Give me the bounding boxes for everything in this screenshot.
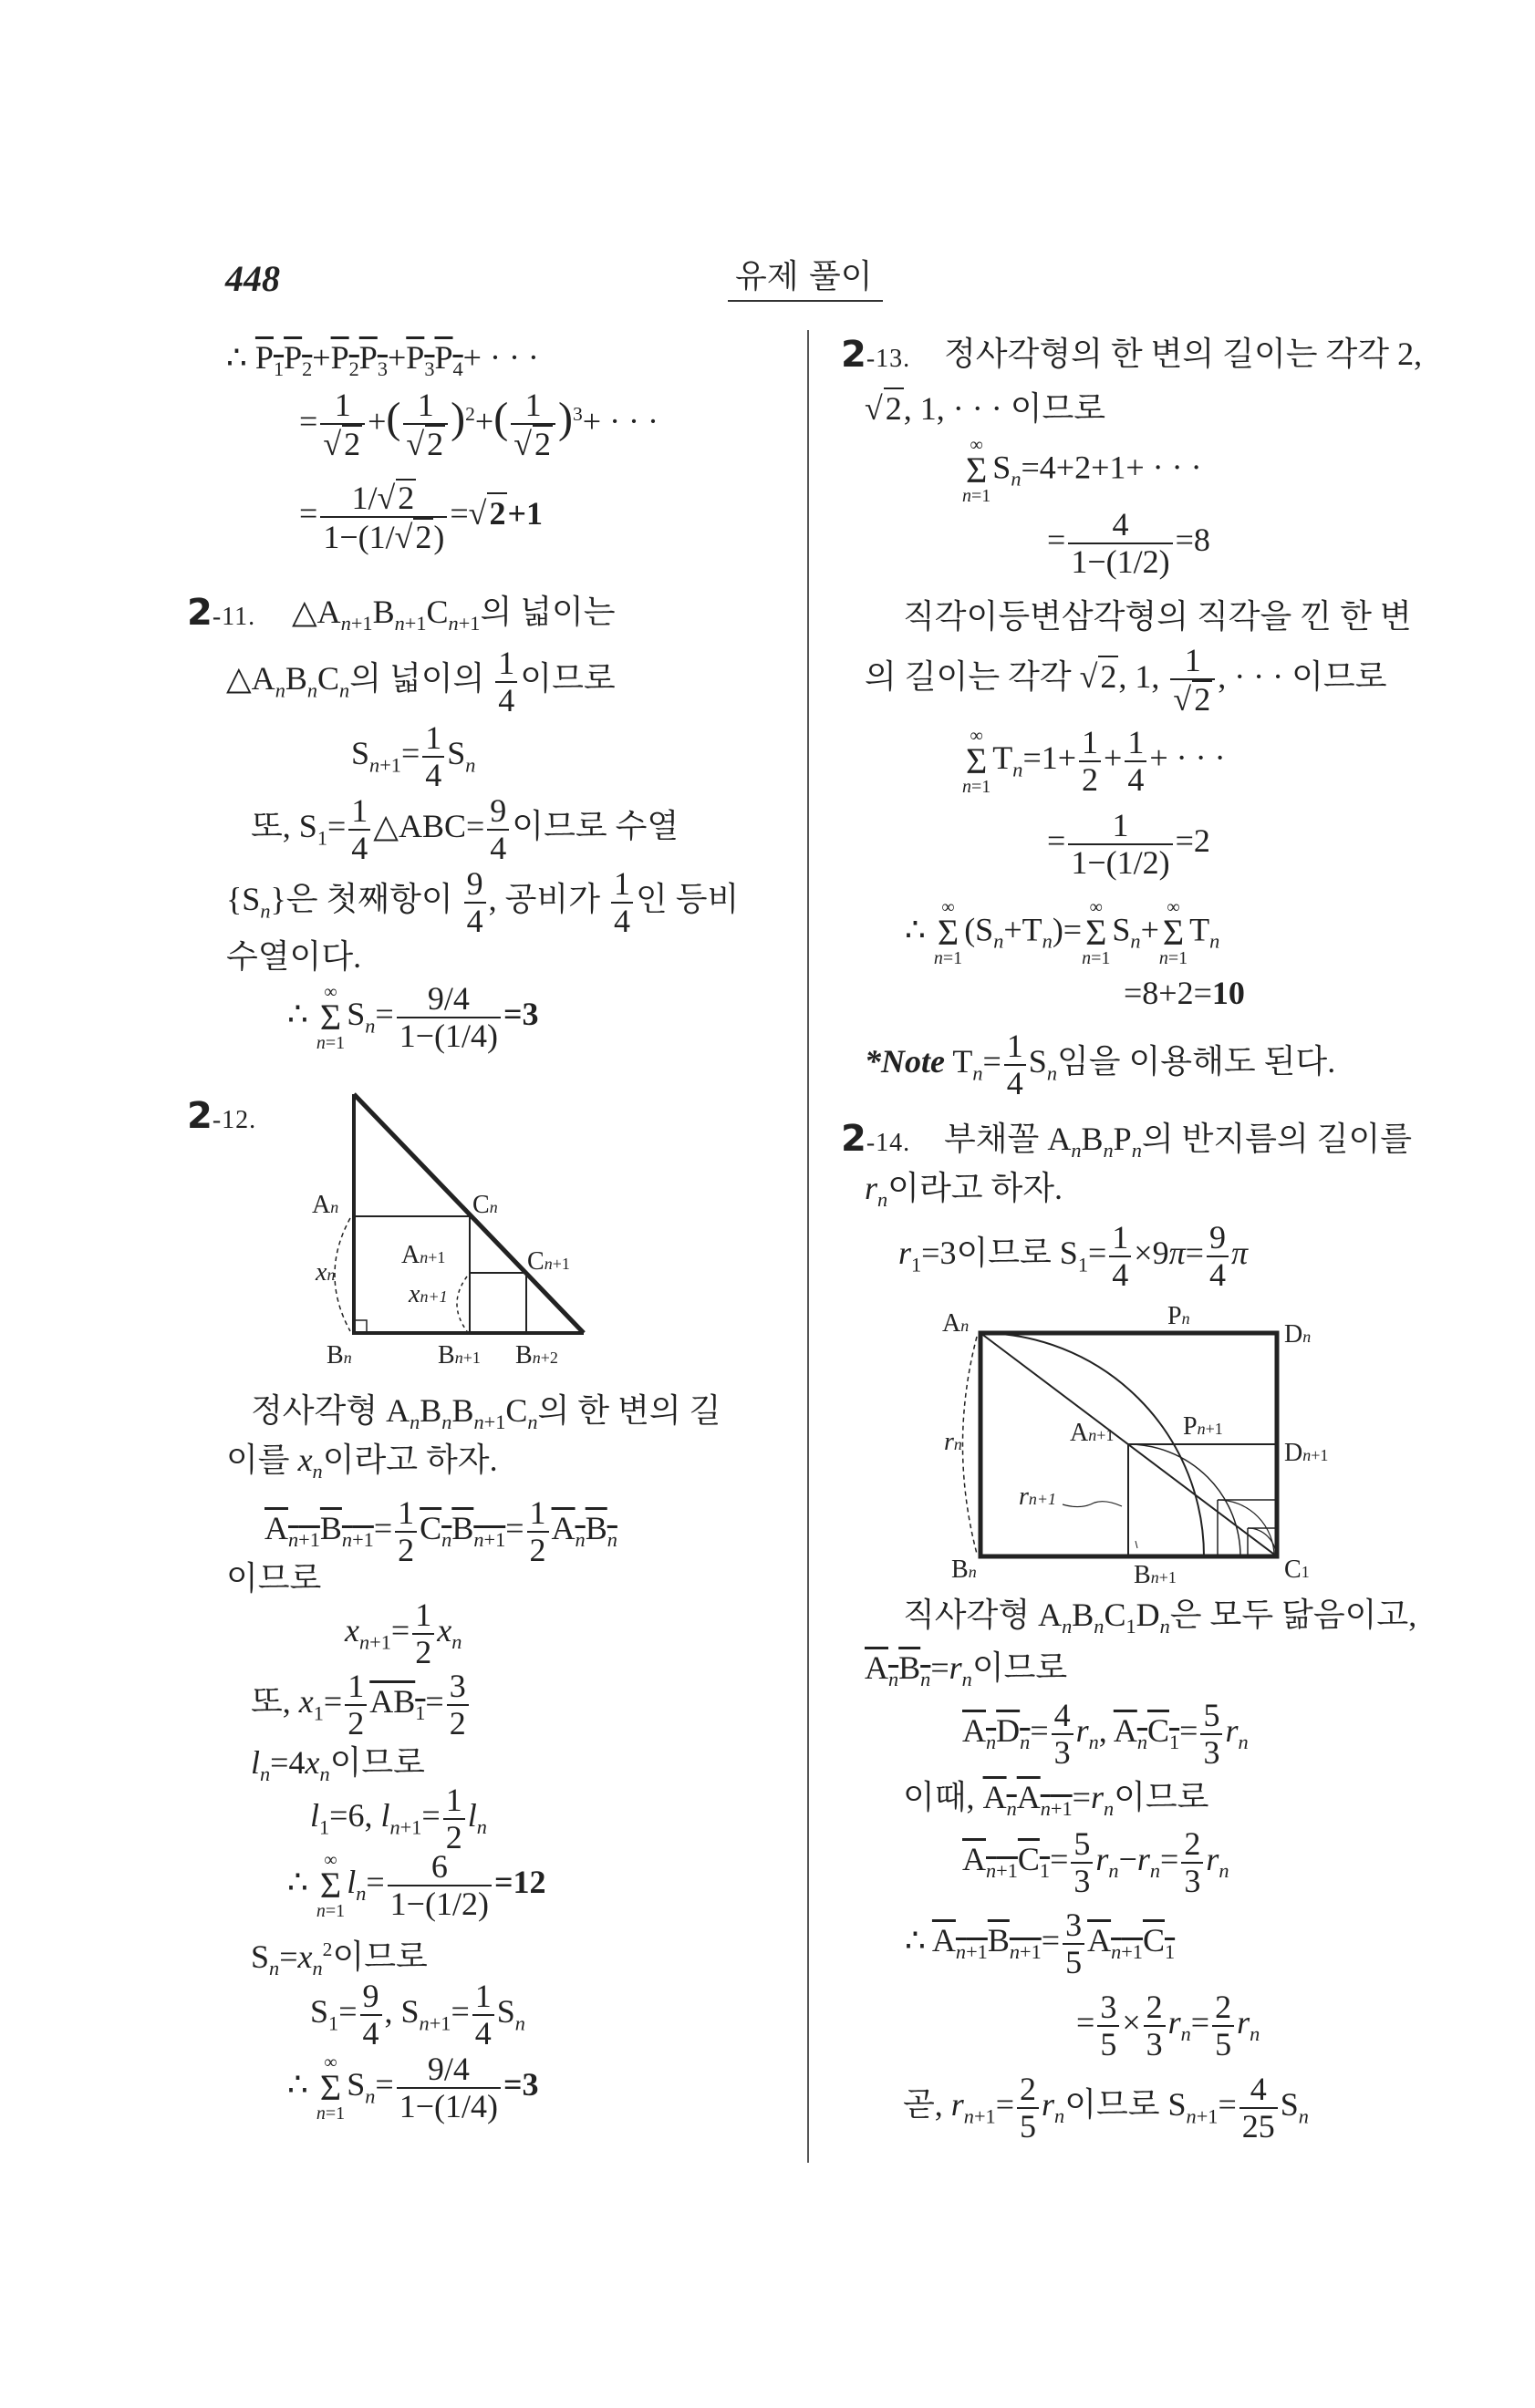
figure-rectangle-sectors bbox=[935, 1295, 1336, 1586]
fig2-label-pn: Pn bbox=[1167, 1302, 1190, 1330]
p12-eq4: $l_n=4x_n$이므로 bbox=[251, 1744, 425, 1786]
p14-line5: 이때, $A_nA_{n+1}=r_n$이므로 bbox=[903, 1779, 1209, 1821]
p12-result1: ∴ ∞ Σ $n=1l_n=$ $\frac{6}{1-(1/2)}$ =12 bbox=[287, 1848, 546, 1922]
fig1-label-bn1: Bn+1 bbox=[438, 1341, 481, 1369]
p13-eq6: =8+2=10 bbox=[1124, 975, 1245, 1011]
p12-eq7: $S_1=$ $\frac{9}{4}$ , $S_{n+1}=$ $\frac{1}{4}$ $S_n$ bbox=[310, 1978, 525, 2051]
p14-eq4: ∴ $A_{n+1}B_{n+1}=$ $\frac{3}{5}$ $A_{n+1}C_1$ bbox=[905, 1907, 1176, 1980]
p13-line2: √2, 1, · · · 이므로 bbox=[865, 388, 1105, 429]
p12-eq1: $A_{n+1}B_{n+1}=$ $\frac{1}{2}$ $C_nB_{n+1}=$ $\frac{1}{2}$ $A_nB_n$ bbox=[264, 1494, 617, 1568]
fig1-label-an: An bbox=[312, 1191, 339, 1219]
p11-line4: $\{S_n\}$은 첫째항이 $\frac{9}{4}$ , 공비가 $\frac{1}{4}$ 인 등비 bbox=[226, 865, 740, 939]
fig1-label-cn: Cn bbox=[472, 1191, 498, 1219]
p11-line5: 수열이다. bbox=[226, 938, 362, 975]
p12-line2: 이를 $x_n$이라고 하자. bbox=[226, 1442, 498, 1483]
fig2-label-dn: Dn bbox=[1284, 1320, 1312, 1349]
p14-line4: $A_nB_n=r_n$이므로 bbox=[865, 1649, 1068, 1691]
eq-left-2: = $\frac{1}{√2}$ +( $\frac{1}{√2}$ )$^2$+( $\frac{1}{√2}$ )$^3$+ · · · bbox=[299, 387, 659, 462]
p13-line4: 의 길이는 각각 √2, 1, $\frac{1}{√2}$ , · · · 이므로 bbox=[865, 642, 1387, 718]
p14-line1: 부채꼴 $A_nB_nP_n$의 반지름의 길이를 bbox=[944, 1121, 1413, 1163]
p14-line2: $r_n$이라고 하자. bbox=[865, 1170, 1063, 1212]
p11-eq1: $S_{n+1}=$ $\frac{1}{4}$ $S_n$ bbox=[351, 719, 476, 793]
p13-eq4: = $\frac{1}{1-(1/2)}$ =2 bbox=[1047, 807, 1210, 881]
problem-2-13-label: 2-13. bbox=[841, 334, 911, 376]
p13-line1: 정사각형의 한 변의 길이는 각각 2, bbox=[944, 336, 1423, 372]
p13-line3: 직각이등변삼각형의 직각을 낀 한 변 bbox=[903, 598, 1412, 635]
p14-eq3: $A_{n+1}C_1=$ $\frac{5}{3}$ $r_n-r_n=$ $\frac{2}{3}$ $r_n$ bbox=[962, 1825, 1229, 1899]
p11-line2: $\triangle A_nB_nC_n$의 넓이의 $\frac{1}{4}$ 이므로 bbox=[226, 645, 616, 718]
p11-line3: 또, $S_1=$ $\frac{1}{4}$ △ABC= $\frac{9}{4}$ 이므로 수열 bbox=[251, 792, 679, 866]
p11-line1: $\triangle A_{n+1}B_{n+1}C_{n+1}$의 넓이는 bbox=[292, 594, 616, 636]
fig1-label-an1: An+1 bbox=[401, 1241, 446, 1269]
p12-result2: ∴ ∞ Σ $n=1S_n=$ $\frac{9/4}{1-(1/4)}$ =3 bbox=[287, 2051, 539, 2124]
page-title: 유제 풀이 bbox=[735, 258, 873, 295]
note-label: *Note bbox=[865, 1043, 945, 1080]
fig1-label-bn2: Bn+2 bbox=[515, 1341, 558, 1369]
fig1-label-xn: xn bbox=[316, 1258, 336, 1287]
p12-line3: 이므로 bbox=[226, 1560, 322, 1597]
column-divider bbox=[807, 330, 809, 2163]
fig2-label-rn: rn bbox=[944, 1428, 962, 1456]
fig2-label-an1: An+1 bbox=[1070, 1419, 1115, 1447]
p14-eq2: $A_nD_n=$ $\frac{4}{3}$ $r_n$, $A_nC_1=$ $\frac{5}{3}$ $r_n$ bbox=[962, 1697, 1249, 1771]
header-underline bbox=[728, 300, 883, 302]
eq-left-1: ∴ $P_1P_2+P_2P_3+P_3P_4+$ · · · bbox=[226, 339, 539, 381]
fig2-label-bn1: Bn+1 bbox=[1134, 1561, 1177, 1586]
fig2-label-pn1: Pn+1 bbox=[1183, 1412, 1223, 1441]
fig2-label-dn1: Dn+1 bbox=[1284, 1439, 1329, 1467]
fig2-label-an: An bbox=[942, 1309, 970, 1338]
p12-line1: 정사각형 $A_nB_nB_{n+1}C_n$의 한 변의 길 bbox=[251, 1392, 721, 1434]
figure-right-triangle-squares bbox=[310, 1085, 611, 1386]
p13-eq2: = $\frac{4}{1-(1/2)}$ =8 bbox=[1047, 506, 1210, 580]
p11-result: ∴ ∞ Σ $n=1S_n=$ $\frac{9/4}{1-(1/4)}$ =3 bbox=[287, 980, 539, 1054]
fig2-label-bn: Bn bbox=[951, 1555, 977, 1584]
p14-line3: 직사각형 $A_nB_nC_1D_n$은 모두 닮음이고, bbox=[903, 1597, 1417, 1638]
fig1-label-xn1: xn+1 bbox=[409, 1280, 448, 1308]
problem-2-11-label: 2-11. bbox=[187, 592, 256, 634]
p14-eq5: = $\frac{3}{5}$ × $\frac{2}{3}$ $r_n=$ $\frac{2}{5}$ $r_n$ bbox=[1076, 1989, 1260, 2062]
fig1-label-bn: Bn bbox=[327, 1341, 352, 1369]
p12-eq2: $x_{n+1}=$ $\frac{1}{2}$ $x_n$ bbox=[345, 1597, 462, 1670]
problem-2-12-label: 2-12. bbox=[187, 1095, 257, 1137]
eq-left-3: = $\frac{1/√2}{1-(1/√2)}$ =√2+1 bbox=[299, 480, 543, 555]
p13-eq5: ∴ ∞ Σ $n=1(S_n+T_n)=\infty$ Σ $n=1S_n+\infty$ Σ $n=1T_n$ bbox=[905, 897, 1220, 968]
p13-eq1: ∞ Σ $n=1S_n=4+2+1+$ · · · bbox=[962, 435, 1202, 506]
fig2-label-rn1: rn+1 bbox=[1019, 1483, 1057, 1511]
note: *Note $T_n=$ $\frac{1}{4}$ $S_n$임을 이용해도 된다. bbox=[865, 1028, 1336, 1101]
fig2-label-c1: C1 bbox=[1284, 1555, 1310, 1584]
p12-eq3: 또, $x_1=$ $\frac{1}{2}$ $AB_1=$ $\frac{3}{2}$ bbox=[251, 1669, 472, 1741]
p14-eq6: 곧, $r_{n+1}=$ $\frac{2}{5}$ $r_n$이므로 $S_{n+1}=$ $\frac{4}{25}$ $S_n$ bbox=[903, 2071, 1309, 2144]
fig1-label-cn1: Cn+1 bbox=[527, 1247, 570, 1276]
page-number: 448 bbox=[225, 258, 280, 299]
p12-eq5: $l_1=6$, $l_{n+1}=$ $\frac{1}{2}$ $l_n$ bbox=[310, 1782, 487, 1855]
p12-eq6: $S_n=x_n^2$이므로 bbox=[251, 1938, 428, 1980]
p13-eq3: ∞ Σ $n=1T_n=1+$ $\frac{1}{2}$ + $\frac{1}{4}$ + · · · bbox=[962, 724, 1226, 798]
problem-2-14-label: 2-14. bbox=[841, 1118, 911, 1160]
p14-eq1: $r_1=3$이므로 $S_1=$ $\frac{1}{4}$ ×9π= $\frac{9}{4}$ π bbox=[898, 1219, 1249, 1293]
